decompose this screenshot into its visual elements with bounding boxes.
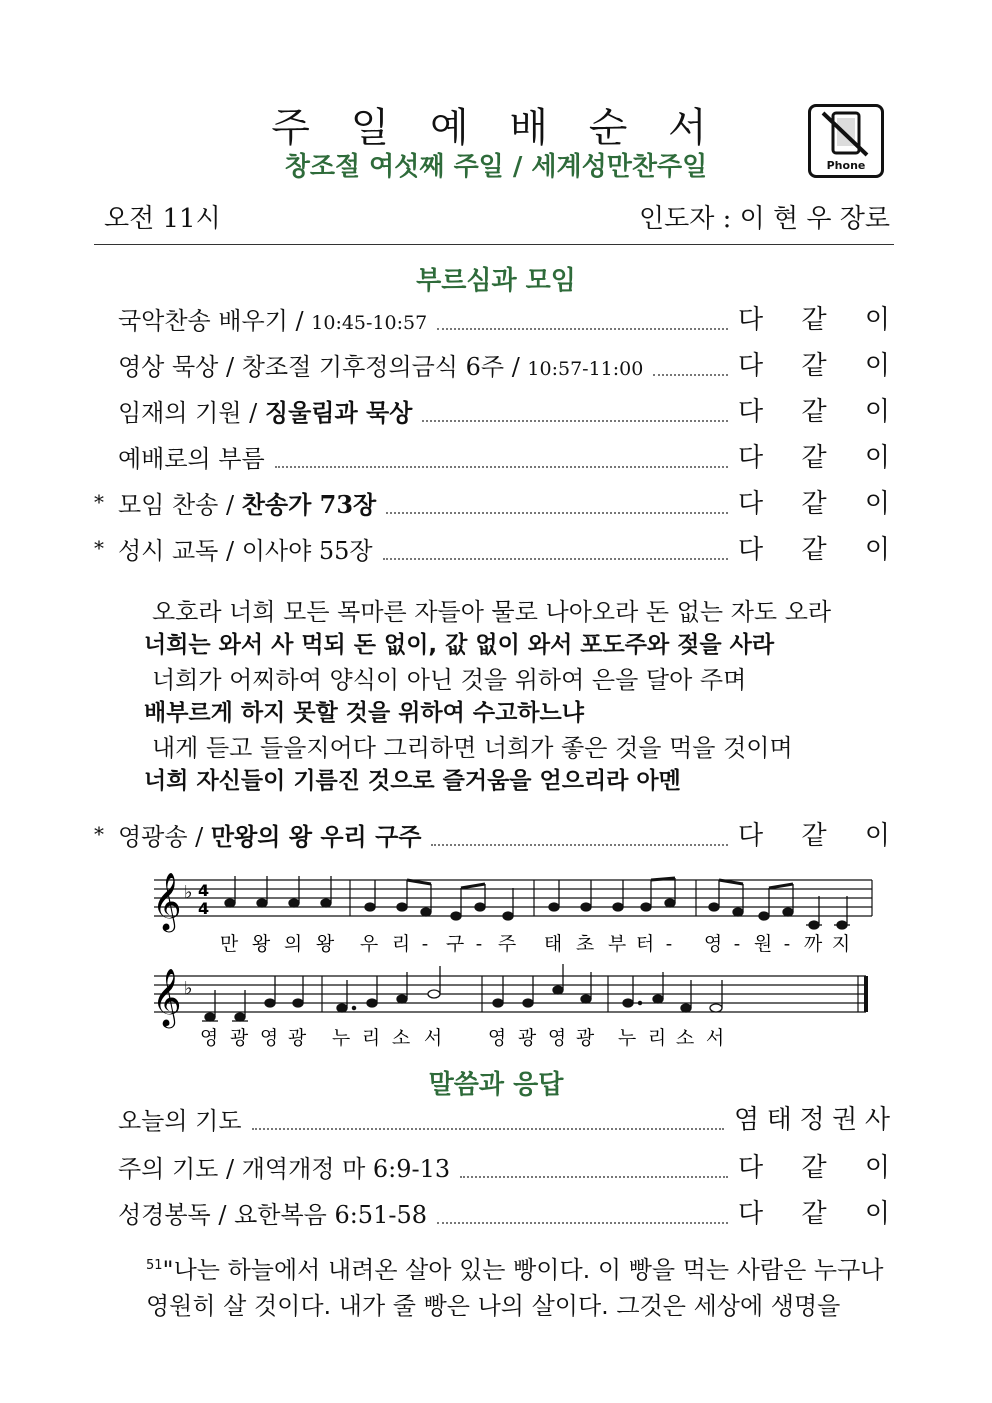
item-respondent xyxy=(738,815,890,852)
lyric-syllable: 영 xyxy=(487,1027,509,1049)
leader-dots xyxy=(275,466,728,468)
item-label: 영광송 / xyxy=(118,823,211,851)
header-divider xyxy=(94,244,894,245)
treble-clef-icon: 𝄞 xyxy=(152,968,182,1026)
lyric-syllable: 누 xyxy=(617,1027,639,1049)
respondent-char: 이 xyxy=(864,489,890,519)
respondent-char: 같 xyxy=(801,305,827,335)
respondent-char: 권 xyxy=(832,1105,858,1135)
lyric-syllable: 영 xyxy=(703,933,725,955)
leader-dots xyxy=(437,1222,728,1224)
respondent-char: 다 xyxy=(738,821,764,851)
lyric-syllable: 리 xyxy=(361,1027,383,1049)
lyric-syllable: 영 xyxy=(199,1027,221,1049)
respondent-char: 이 xyxy=(864,821,890,851)
lyric-syllable: 의 xyxy=(283,933,305,955)
leader-dots xyxy=(460,1176,728,1178)
respondent-char: 다 xyxy=(738,305,764,335)
music-score xyxy=(150,868,880,1058)
item-label: 오늘의 기도 xyxy=(118,1107,242,1135)
respondent-char: 태 xyxy=(766,1105,792,1135)
item-detail: 찬송가 73장 xyxy=(241,490,377,519)
leader-dots xyxy=(383,558,728,560)
lyric-syllable: - xyxy=(421,933,431,955)
lyrics-line-2 xyxy=(200,1027,726,1049)
page-title: 주 일 예 배 순 서 xyxy=(271,105,721,151)
item-detail: 징울림과 묵상 xyxy=(264,398,413,427)
lyric-syllable: 광 xyxy=(229,1027,251,1049)
order-item xyxy=(118,1194,890,1230)
lyric-syllable: 지 xyxy=(831,933,853,955)
lyric-syllable: 서 xyxy=(423,1027,445,1049)
respondent-char: 같 xyxy=(801,443,827,473)
lyric-syllable: 부 xyxy=(607,933,629,955)
leader-dots xyxy=(252,1128,724,1130)
lyric-syllable: 광 xyxy=(517,1027,539,1049)
lyric-syllable: 리 xyxy=(647,1027,669,1049)
order-item xyxy=(118,392,890,428)
lyric-syllable: 서 xyxy=(705,1027,727,1049)
svg-text:4: 4 xyxy=(198,899,210,918)
respondent-char: 이 xyxy=(864,1153,890,1183)
lyric-syllable: 까 xyxy=(803,933,825,955)
lyric-syllable: 구 xyxy=(445,933,467,955)
item-label: 모임 찬송 / xyxy=(118,491,242,519)
item-time: 10:57-11:00 xyxy=(527,358,644,380)
scripture-line: $^{51}$"나는 하늘에서 내려온 살아 있는 빵이다. 이 빵을 먹는 사람은 누구나 xyxy=(146,1256,884,1284)
leader-dots xyxy=(437,328,728,330)
standing-mark: * xyxy=(94,490,104,514)
respondent-char: 정 xyxy=(799,1105,825,1135)
respondent-char: 같 xyxy=(801,1153,827,1183)
notes-line-1 xyxy=(225,876,850,929)
lyric-syllable: 영 xyxy=(547,1027,569,1049)
phone-icon-label: Phone xyxy=(826,159,866,172)
respondent-char: 다 xyxy=(738,351,764,381)
lyric-syllable: 누 xyxy=(331,1027,353,1049)
reading-leader-line: 너희가 어찌하여 양식이 아닌 것을 위하여 은을 달아 주며 xyxy=(152,666,747,694)
lyric-syllable: 영 xyxy=(259,1027,281,1049)
lyric-syllable: 리 xyxy=(391,933,413,955)
respondent-char: 다 xyxy=(738,1199,764,1229)
respondent-char: 다 xyxy=(738,489,764,519)
flat-icon: ♭ xyxy=(184,978,193,999)
standing-mark: * xyxy=(94,822,104,846)
respondent-char: 이 xyxy=(864,535,890,565)
flat-icon: ♭ xyxy=(184,882,193,903)
respondent-char: 같 xyxy=(801,397,827,427)
respondent-char: 이 xyxy=(864,1199,890,1229)
service-time: 오전 11시 xyxy=(104,204,221,234)
no-phone-icon xyxy=(808,104,884,178)
item-label: 임재의 기원 / xyxy=(118,399,265,427)
svg-text:4: 4 xyxy=(198,881,210,900)
order-item xyxy=(94,530,890,566)
lyric-syllable: 왕 xyxy=(315,933,337,955)
page-subtitle: 창조절 여섯째 주일 / 세계성만찬주일 xyxy=(284,152,708,182)
respondent-char: 같 xyxy=(801,351,827,381)
lyric-syllable: 주 xyxy=(497,933,519,955)
lyric-syllable: 소 xyxy=(675,1027,697,1049)
respondent-char: 다 xyxy=(738,1153,764,1183)
lyric-syllable: 태 xyxy=(543,933,565,955)
order-item xyxy=(118,1100,890,1136)
treble-clef-icon: 𝄞 xyxy=(152,872,182,930)
item-respondent xyxy=(738,299,890,336)
respondent-char: 같 xyxy=(801,489,827,519)
order-item xyxy=(118,346,890,382)
lyric-syllable: 원 xyxy=(753,933,775,955)
staff-2 xyxy=(154,976,866,1012)
lyric-syllable: 광 xyxy=(287,1027,309,1049)
reading-congregation-line: 너희는 와서 사 먹되 돈 없이, 값 없이 와서 포도주와 젖을 사라 xyxy=(144,632,775,658)
lyric-syllable: - xyxy=(783,933,793,955)
leader-dots xyxy=(386,512,728,514)
lyric-syllable: 광 xyxy=(575,1027,597,1049)
item-label: 영상 묵상 / 창조절 기후정의금식 6주 / xyxy=(118,353,528,381)
respondent-char: 다 xyxy=(738,397,764,427)
lyric-syllable: 만 xyxy=(219,933,241,955)
item-label: 국악찬송 배우기 / xyxy=(118,307,312,335)
lyric-syllable: 터 xyxy=(635,933,657,955)
order-item xyxy=(118,438,890,474)
item-respondent xyxy=(738,1147,890,1184)
order-item xyxy=(118,1148,890,1184)
lyric-syllable: - xyxy=(733,933,743,955)
leader-dots xyxy=(422,420,728,422)
lyric-syllable: 초 xyxy=(575,933,597,955)
verse-number: 51 xyxy=(146,1258,163,1273)
reading-congregation-line: 너희 자신들이 기름진 것으로 즐거움을 얻으리라 아멘 xyxy=(144,768,681,794)
reading-congregation-line: 배부르게 하지 못할 것을 위하여 수고하느냐 xyxy=(144,700,584,726)
item-label: 예배로의 부름 xyxy=(118,445,265,473)
item-respondent xyxy=(738,1193,890,1230)
service-leader: 인도자 : 이 현 우 장로 xyxy=(638,204,890,234)
item-label: 주의 기도 / 개역개정 마 6:9-13 xyxy=(118,1155,451,1183)
respondent-char: 같 xyxy=(801,1199,827,1229)
item-respondent xyxy=(734,1099,890,1136)
respondent-char: 이 xyxy=(864,351,890,381)
lyric-syllable: 소 xyxy=(391,1027,413,1049)
scripture-line: 영원히 살 것이다. 내가 줄 빵은 나의 살이다. 그것은 세상에 생명을 xyxy=(146,1292,841,1320)
lyric-syllable: 우 xyxy=(359,933,381,955)
respondent-char: 이 xyxy=(864,397,890,427)
respondent-char: 사 xyxy=(864,1105,890,1135)
respondent-char: 같 xyxy=(801,535,827,565)
respondent-char: 염 xyxy=(734,1105,760,1135)
item-respondent xyxy=(738,437,890,474)
item-detail: 만왕의 왕 우리 구주 xyxy=(210,822,422,851)
lyric-syllable: - xyxy=(665,933,675,955)
respondent-char: 이 xyxy=(864,305,890,335)
section-heading-word: 말씀과 응답 xyxy=(428,1070,564,1100)
respondent-char: 다 xyxy=(738,443,764,473)
standing-mark: * xyxy=(94,536,104,560)
item-label: 성시 교독 / 이사야 55장 xyxy=(118,537,373,565)
item-time: 10:45-10:57 xyxy=(311,312,428,334)
lyrics-line-1 xyxy=(220,933,852,955)
section-heading-gathering: 부르심과 모임 xyxy=(416,266,576,296)
order-item xyxy=(94,484,890,520)
item-label: 성경봉독 / 요한복음 6:51-58 xyxy=(118,1201,427,1229)
reading-leader-line: 오호라 너희 모든 목마른 자들아 물로 나아오라 돈 없는 자도 오라 xyxy=(152,598,832,626)
item-respondent xyxy=(738,345,890,382)
lyric-syllable: - xyxy=(475,933,485,955)
item-respondent xyxy=(738,483,890,520)
order-item-gloria xyxy=(94,816,890,852)
lyric-syllable: 왕 xyxy=(251,933,273,955)
respondent-char: 다 xyxy=(738,535,764,565)
item-respondent xyxy=(738,529,890,566)
respondent-char: 같 xyxy=(801,821,827,851)
item-respondent xyxy=(738,391,890,428)
order-item xyxy=(118,300,890,336)
respondent-char: 이 xyxy=(864,443,890,473)
reading-leader-line: 내게 듣고 들을지어다 그리하면 너희가 좋은 것을 먹을 것이며 xyxy=(152,734,793,762)
leader-dots xyxy=(653,374,728,376)
leader-dots xyxy=(431,844,728,846)
